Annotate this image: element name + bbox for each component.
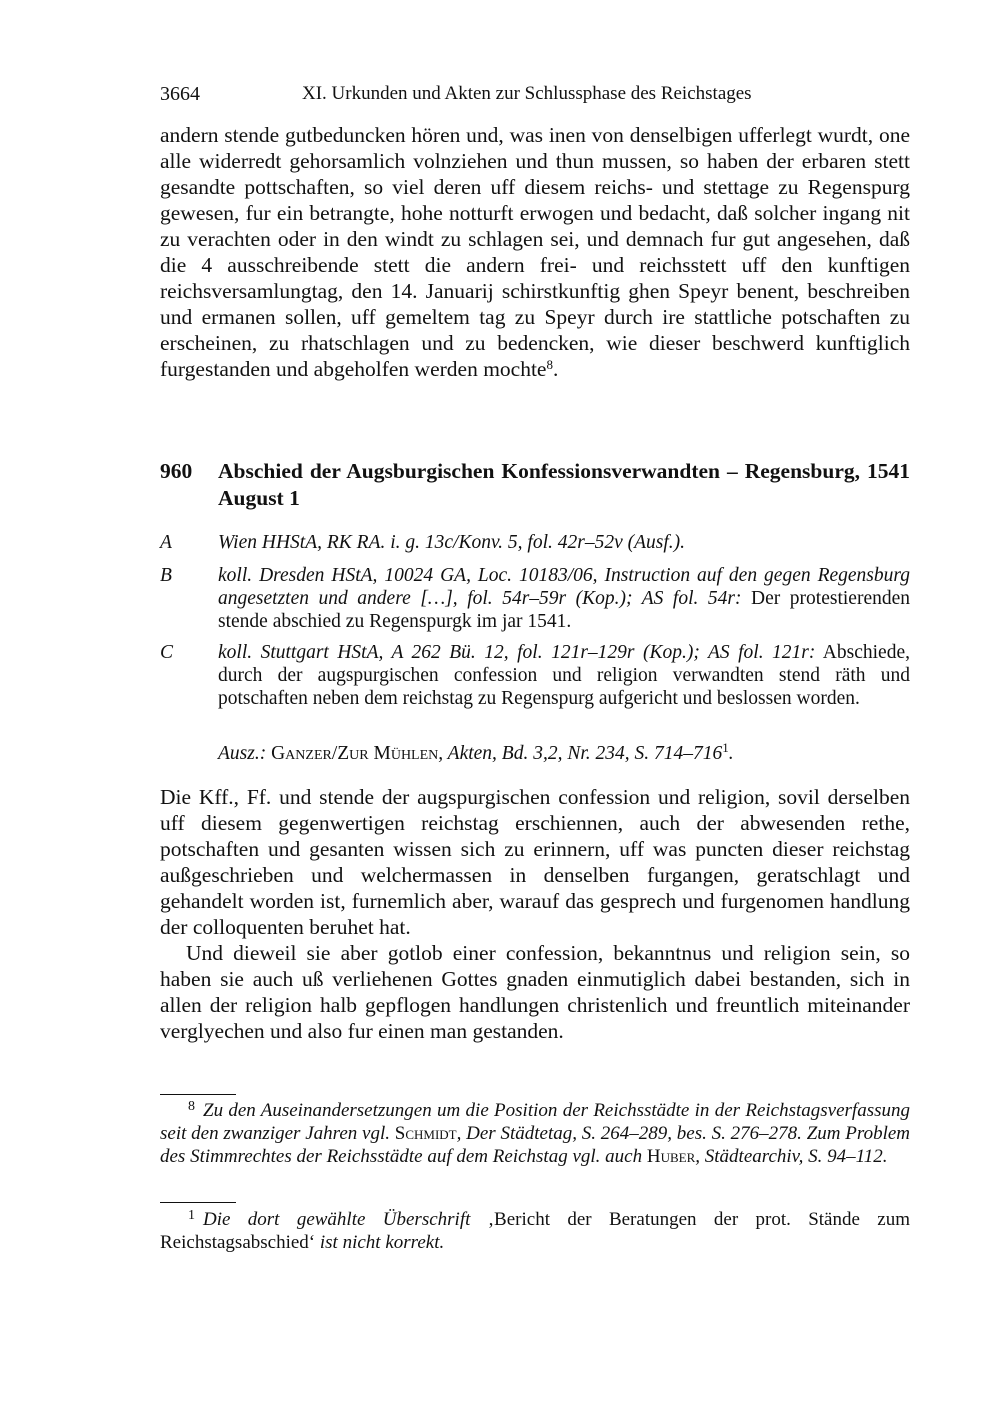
intro-text-main: andern stende gutbeduncken hören und, was inen von denselbigen ufferlegt wurdt, one alle widerredt gehorsamlich volnziehen und thun mussen, so haben der erbaren stett gesandte pottschaften, so viel deren uff diesem reichs- und stettage zu Regenspurg gewesen, fur ein betrangte, hohe notturft erwogen und bedacht, daß solcher ingang nit zu verachten oder in den windt zu schlagen sei, und demnach fur gut angesehen, daß die 4 ausschreibende stett die andern frei- und reichsstett uff den kunftigen reichsversamlungtag, den 14. Januarij schirstkunftig ghen Speyr benent, beschreiben und ermanen sollen, uff gemeltem tag zu Speyr durch ire stattliche potschaften zu erscheinen, zu rhatschlagen und zu bedencken, wie dieser beschwerd kunftiglich furgestanden (160, 123, 910, 381)
footnote-author: Huber (646, 1146, 696, 1167)
running-title: XI. Urkunden und Akten zur Schlussphase des Reichstages (302, 83, 752, 104)
main-paragraph-2: Und dieweil sie aber gotlob einer confession, bekanntnus und religion sein, so haben sie auch uß verliehenen Gottes gnaden einmutiglich dabei bestanden, sich in allen der religion halb gepflogen handlungen christenlich und freuntlich miteinander verglyechen und also fur einen man gestanden. (160, 941, 910, 1043)
source-label: C (160, 642, 174, 663)
excerpt-authors: Ganzer/Zur Mühlen (271, 743, 439, 764)
document-number: 960 (160, 459, 193, 483)
source-body (218, 531, 910, 554)
footnote-text: Zu den Auseinandersetzungen um die Position der Reichsstädte in der Reichstagsverfassung seit den zwanziger Jahren vgl. (160, 1100, 910, 1144)
source-italic: Wien HHStA, RK RA. i. g. 13c/Konv. 5, fol. 42r–52v (Ausf.). (218, 532, 686, 553)
source-body (218, 564, 910, 633)
footnote-ref-8[interactable]: 8 (546, 357, 553, 372)
footnote-author: Schmidt (394, 1123, 457, 1144)
footnote-1: 1 Die dort gewählte Überschrift ‚Bericht der Beratungen der prot. Stände zum Reichstagsabschied‘ ist nicht korrekt. (160, 1208, 910, 1253)
footnote-ref-1[interactable]: 1 (722, 740, 729, 755)
excerpt-prefix: Ausz.: (218, 743, 267, 764)
source-label: A (160, 532, 172, 553)
source-roman: Abschiede, durch der augspurgischen confession und religion verwandten stend räth und potschaften neben dem reichstag zu Regenspurg aufgericht und beslossen worden. (218, 642, 910, 709)
excerpt-rest: , Akten, Bd. 3,2, Nr. 234, S. 714–716 (438, 743, 723, 764)
footnote-rule (160, 1202, 236, 1203)
footnote-text: ist nicht korrekt. (319, 1232, 445, 1253)
footnote-text: , Der Städtetag, S. 264–289, bes. S. 276–278. Zum Problem des Stimmrechtes der Reichsstädte auf dem Reichstag vgl. auch (160, 1123, 910, 1167)
source-italic: koll. Stuttgart HStA, A 262 Bü. 12, fol. 121r–129r (Kop.); AS fol. 121r: (218, 642, 816, 663)
footnote-text: , Städtearchiv, S. 94–112. (695, 1146, 888, 1167)
source-roman: Der protestierenden stende abschied zu Regenspurgk im jar 1541. (218, 588, 910, 632)
footnote-text: Die dort gewählte Überschrift (203, 1209, 471, 1230)
document-title: Abschied der Augsburgischen Konfessionsverwandten – Regensburg, 1541 August 1 (218, 459, 910, 510)
main-text (160, 784, 910, 1044)
intro-text-last: und abgeholfen werden mochte (276, 357, 547, 381)
main-paragraph-1: Die Kff., Ff. und stende der augspurgischen confession und religion, sovil derselben uff diesem gegenwertigen reichstag erschiennen, auch der abwesenden rethe, potschaften und gesanten wissen sich zu erinnern, uff was puncten dieser reichstag außgeschrieben und welchermassen in denselben furgangen, geratschlagt und gehandelt worden ist, furnemlich aber, warauf das gesprech und furgenomen handlung der colloquenten beruhet hat. (160, 785, 910, 939)
excerpt-end: . (728, 743, 734, 764)
page-number: 3664 (160, 83, 200, 105)
source-italic: koll. Dresden HStA, 10024 GA, Loc. 10183/06, Instruction auf den gegen Regensburg angesetzten und andere […], fol. 54r–59r (Kop.); AS fol. 54r: (218, 565, 910, 609)
intro-text (160, 122, 910, 382)
excerpt-body (218, 742, 910, 765)
source-body (218, 641, 910, 710)
footnote-quote: ‚Bericht der Beratungen der prot. Stände zum Reichstagsabschied‘ (160, 1209, 910, 1253)
footnote-8: 8 Zu den Auseinandersetzungen um die Position der Reichsstädte in der Reichstagsverfassung seit den zwanziger Jahren vgl. Schmidt, Der Städtetag, S. 264–289, bes. S. 276–278. Zum Problem des Stimmrechtes der Reichsstädte auf dem Reichstag vgl. auch Huber, Städtearchiv, S. 94–112. (160, 1099, 910, 1167)
footnote-rule (160, 1094, 236, 1095)
source-label: B (160, 565, 172, 586)
intro-text-end: . (552, 357, 559, 381)
